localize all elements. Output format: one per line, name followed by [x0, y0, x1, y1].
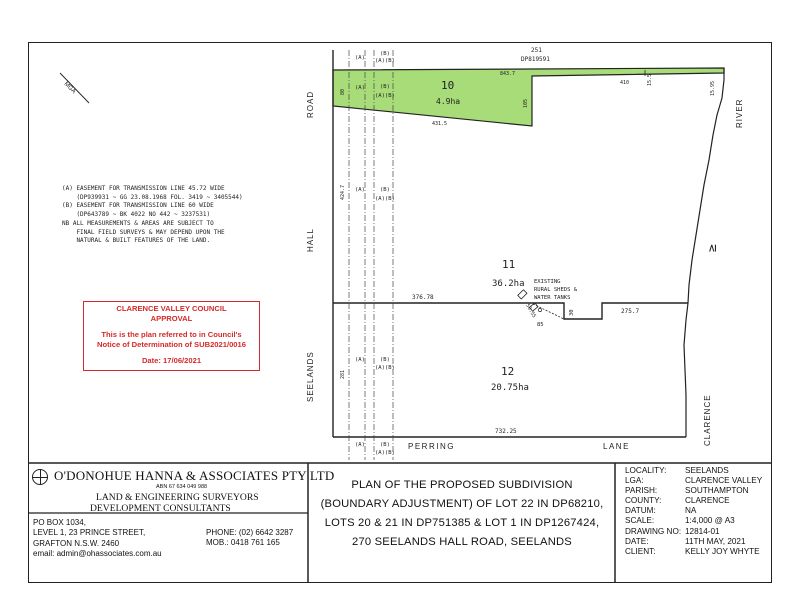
company-name: O'DONOHUE HANNA & ASSOCIATES PTY LTD: [54, 468, 335, 483]
note-line: (A) EASEMENT FOR TRANSMISSION LINE 45.72 WIDE: [62, 185, 225, 192]
dim-lot10-west: 80: [340, 88, 346, 95]
info-row: [625, 516, 762, 526]
info-key: LGA:: [625, 476, 644, 486]
dim-west-12: 281: [340, 369, 346, 379]
clarence-label: CLARENCE: [703, 394, 712, 446]
easement-a-lot11: (A): [355, 187, 365, 193]
company-abn: ABN 67 634 049 988: [156, 484, 208, 490]
title-line: LOTS 20 & 21 IN DP751385 & LOT 1 IN DP1267424,: [324, 517, 600, 529]
note-line: NB ALL MEASUREMENTS & AREAS ARE SUBJECT TO: [62, 219, 214, 227]
approval-line-4: Notice of Determination of SUB2021/0016: [97, 340, 246, 349]
address-line: LEVEL 1, 23 PRINCE STREET,: [33, 528, 146, 538]
approval-line-1: CLARENCE VALLEY COUNCIL: [116, 304, 227, 313]
council-approval-stamp: [83, 301, 260, 371]
easement-a-bottom: (A): [355, 442, 365, 448]
info-row: [625, 476, 762, 486]
easement-b-lot10: (B): [380, 84, 390, 90]
easement-b-bottom: (B): [380, 442, 390, 448]
dim-lot10-east: 105: [523, 98, 529, 108]
info-value: 1:4,000 @ A3: [685, 516, 735, 526]
mobile: MOB.: 0418 761 165: [206, 538, 280, 548]
seelands-label: SEELANDS: [306, 351, 315, 402]
easement-notes: [62, 185, 262, 246]
company-line-1: LAND & ENGINEERING SURVEYORS: [96, 492, 259, 503]
info-value: CLARENCE: [685, 496, 730, 506]
address-line: PO BOX 1034,: [33, 518, 86, 527]
title-line: (BOUNDARY ADJUSTMENT) OF LOT 22 IN DP68210,: [320, 498, 604, 510]
lane-label: LANE: [603, 442, 630, 451]
info-row: [625, 547, 762, 557]
easement-a-lot12: (A): [355, 357, 365, 363]
dim-lot10-top: 843.7: [500, 71, 516, 77]
north-label: MGA: [62, 81, 77, 96]
address-line: GRAFTON N.S.W. 2460: [33, 538, 120, 548]
dim-right-b: 15.95: [710, 80, 716, 96]
easement-b-lot12: (B): [380, 357, 390, 363]
dim-boundary-11-12: 376.78: [412, 294, 434, 301]
dim-shed-offset: 85: [537, 322, 544, 328]
hall-label: HALL: [306, 227, 315, 252]
info-value: KELLY JOY WHYTE: [685, 546, 760, 556]
info-key: PARISH:: [625, 486, 658, 496]
river-label: RIVER: [735, 98, 744, 128]
phone: PHONE: (02) 6642 3287: [206, 528, 294, 537]
easement-ab-top: (A)(B): [375, 58, 395, 64]
easement-ab-lot10: (A)(B): [375, 93, 395, 99]
dim-south: 732.25: [495, 428, 517, 435]
info-key: LOCALITY:: [625, 466, 667, 475]
info-key: DRAWING NO:: [625, 526, 682, 536]
dim-east-11-12: 275.7: [621, 308, 640, 315]
easement-b-lot11: (B): [380, 187, 390, 193]
info-row: [625, 506, 762, 516]
info-key: CLIENT:: [625, 546, 656, 556]
dim-lot10-bottom: 431.5: [432, 121, 448, 127]
lot-12-area-label: 20.75ha: [491, 383, 529, 393]
approval-line-3: This is the plan referred to in Council's: [101, 330, 242, 339]
title-line: 270 SEELANDS HALL ROAD, SEELANDS: [352, 536, 572, 548]
title-line: PLAN OF THE PROPOSED SUBDIVISION: [351, 479, 573, 491]
easement-b-top: (B): [380, 51, 390, 57]
note-line: (DP643789 ~ BK 4022 NO 442 ~ 3237531): [62, 211, 211, 219]
adjoining-dp: DP819591: [521, 56, 550, 63]
dim-top-right: 410: [620, 80, 630, 86]
approval-date: Date: 17/06/2021: [141, 356, 202, 365]
dim-west-11: 424.7: [340, 184, 346, 200]
dim-diag: 50.55: [524, 303, 537, 320]
dim-shed-jog: 30: [569, 309, 575, 316]
info-value: 12814-01: [685, 526, 720, 536]
plan-info-table: [625, 466, 762, 557]
shed-label-1: EXISTING: [534, 279, 561, 285]
info-value: SEELANDS: [685, 466, 729, 475]
shed-label-2: RURAL SHEDS &: [534, 287, 578, 293]
easement-ab-lot12: (A)(B): [375, 365, 395, 371]
info-row: [625, 486, 762, 496]
email: email: admin@ohassociates.com.au: [33, 548, 162, 558]
note-line: (DP939931 ~ GG 23.08.1968 FOL. 3419 ~ 3405544): [62, 193, 243, 201]
lot-11-number: 11: [502, 258, 516, 271]
info-value: 11TH MAY, 2021: [685, 536, 746, 546]
lot-10-area-label: 4.9ha: [436, 97, 461, 106]
info-key: DATUM:: [625, 506, 656, 516]
road-label: ROAD: [306, 90, 315, 118]
info-key: COUNTY:: [625, 496, 662, 506]
company-logo-icon: [32, 469, 48, 485]
info-row: [625, 496, 762, 506]
info-key: DATE:: [625, 536, 649, 546]
easement-ab-bottom: (A)(B): [375, 450, 395, 456]
easement-ab-lot11: (A)(B): [375, 196, 395, 202]
info-row: [625, 527, 762, 537]
note-line: NATURAL & BUILT FEATURES OF THE LAND.: [62, 237, 211, 245]
info-value: SOUTHAMPTON: [685, 486, 749, 496]
info-key: SCALE:: [625, 516, 655, 526]
company-address: [33, 518, 162, 559]
company-line-2: DEVELOPMENT CONSULTANTS: [90, 503, 231, 514]
note-line: FINAL FIELD SURVEYS & MAY DEPEND UPON THE: [62, 228, 225, 236]
perring-label: PERRING: [408, 442, 455, 451]
lot-10-number: 10: [441, 79, 455, 92]
dim-right-a: 15.5: [647, 73, 653, 86]
lot-12-number: 12: [501, 365, 515, 378]
shed-icon: [518, 290, 527, 299]
lot-11-area-label: 36.2ha: [492, 279, 525, 289]
approval-line-2: APPROVAL: [150, 314, 193, 323]
flow-arrow-icon: ≥: [705, 244, 720, 252]
info-row: [625, 466, 762, 476]
easement-a-top: (A): [355, 55, 365, 61]
info-row: [625, 537, 762, 547]
info-value: CLARENCE VALLEY: [685, 476, 763, 486]
plan-title: [316, 476, 608, 552]
shed-label-3: WATER TANKS: [534, 295, 571, 301]
adjoining-lot: 251: [531, 47, 542, 54]
company-phones: [206, 528, 293, 549]
note-line: (B) EASEMENT FOR TRANSMISSION LINE 60 WIDE: [62, 202, 214, 210]
easement-a-lot10: (A): [355, 85, 365, 91]
info-value: NA: [685, 506, 697, 516]
